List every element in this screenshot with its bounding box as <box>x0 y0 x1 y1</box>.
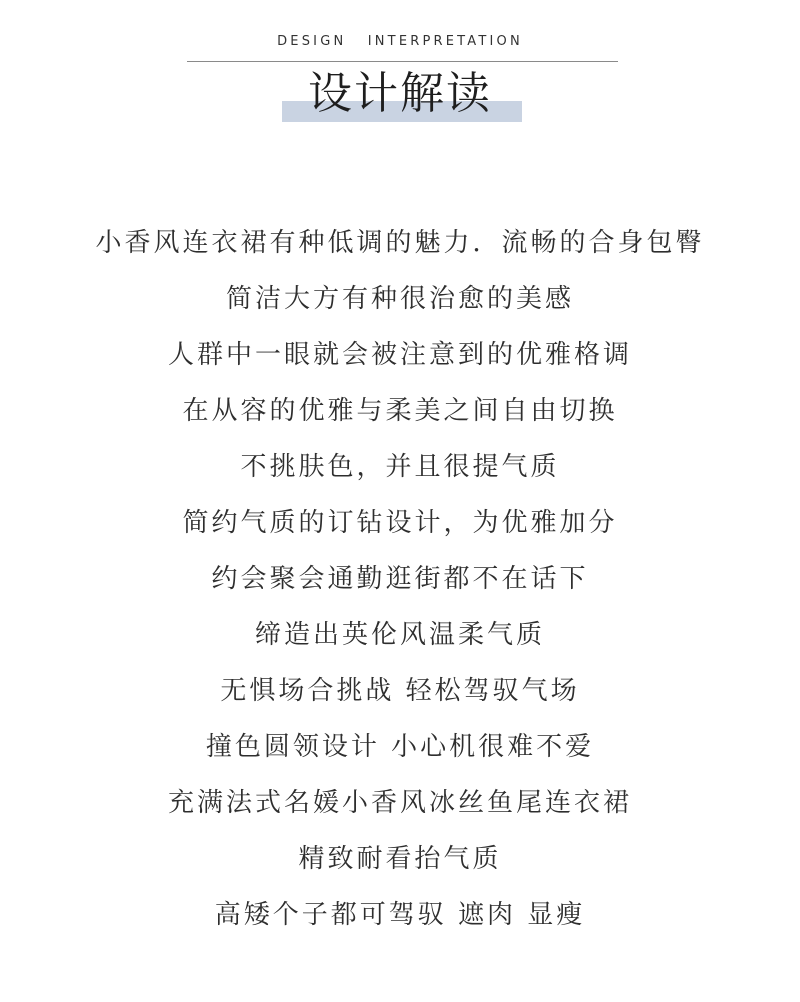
header-subtitle-en: DESIGN INTERPRETATION <box>277 34 523 49</box>
description-line: 精致耐看抬气质 <box>298 844 502 874</box>
description-line: 约会聚会通勤逛街都不在话下 <box>211 564 589 594</box>
description-line: 缔造出英伦风温柔气质 <box>254 620 545 650</box>
description-line: 无惧场合挑战 轻松驾驭气场 <box>220 676 580 706</box>
description-line: 简洁大方有种很治愈的美感 <box>225 284 574 314</box>
page-title: 设计解读 <box>308 68 492 119</box>
description-line: 简约气质的订钻设计，为优雅加分 <box>182 508 618 538</box>
description-line: 高矮个子都可驾驭 遮肉 显瘦 <box>214 900 586 930</box>
header-divider <box>187 61 618 62</box>
description-line: 小香风连衣裙有种低调的魅力．流畅的合身包臀 <box>95 228 705 258</box>
description-lines <box>0 219 800 947</box>
description-line: 撞色圆领设计 小心机很难不爱 <box>205 732 595 762</box>
description-line: 在从容的优雅与柔美之间自由切换 <box>182 396 618 426</box>
description-line: 人群中一眼就会被注意到的优雅格调 <box>167 340 632 370</box>
description-line: 充满法式名媛小香风冰丝鱼尾连衣裙 <box>167 788 632 818</box>
description-line: 不挑肤色，并且很提气质 <box>240 452 560 482</box>
